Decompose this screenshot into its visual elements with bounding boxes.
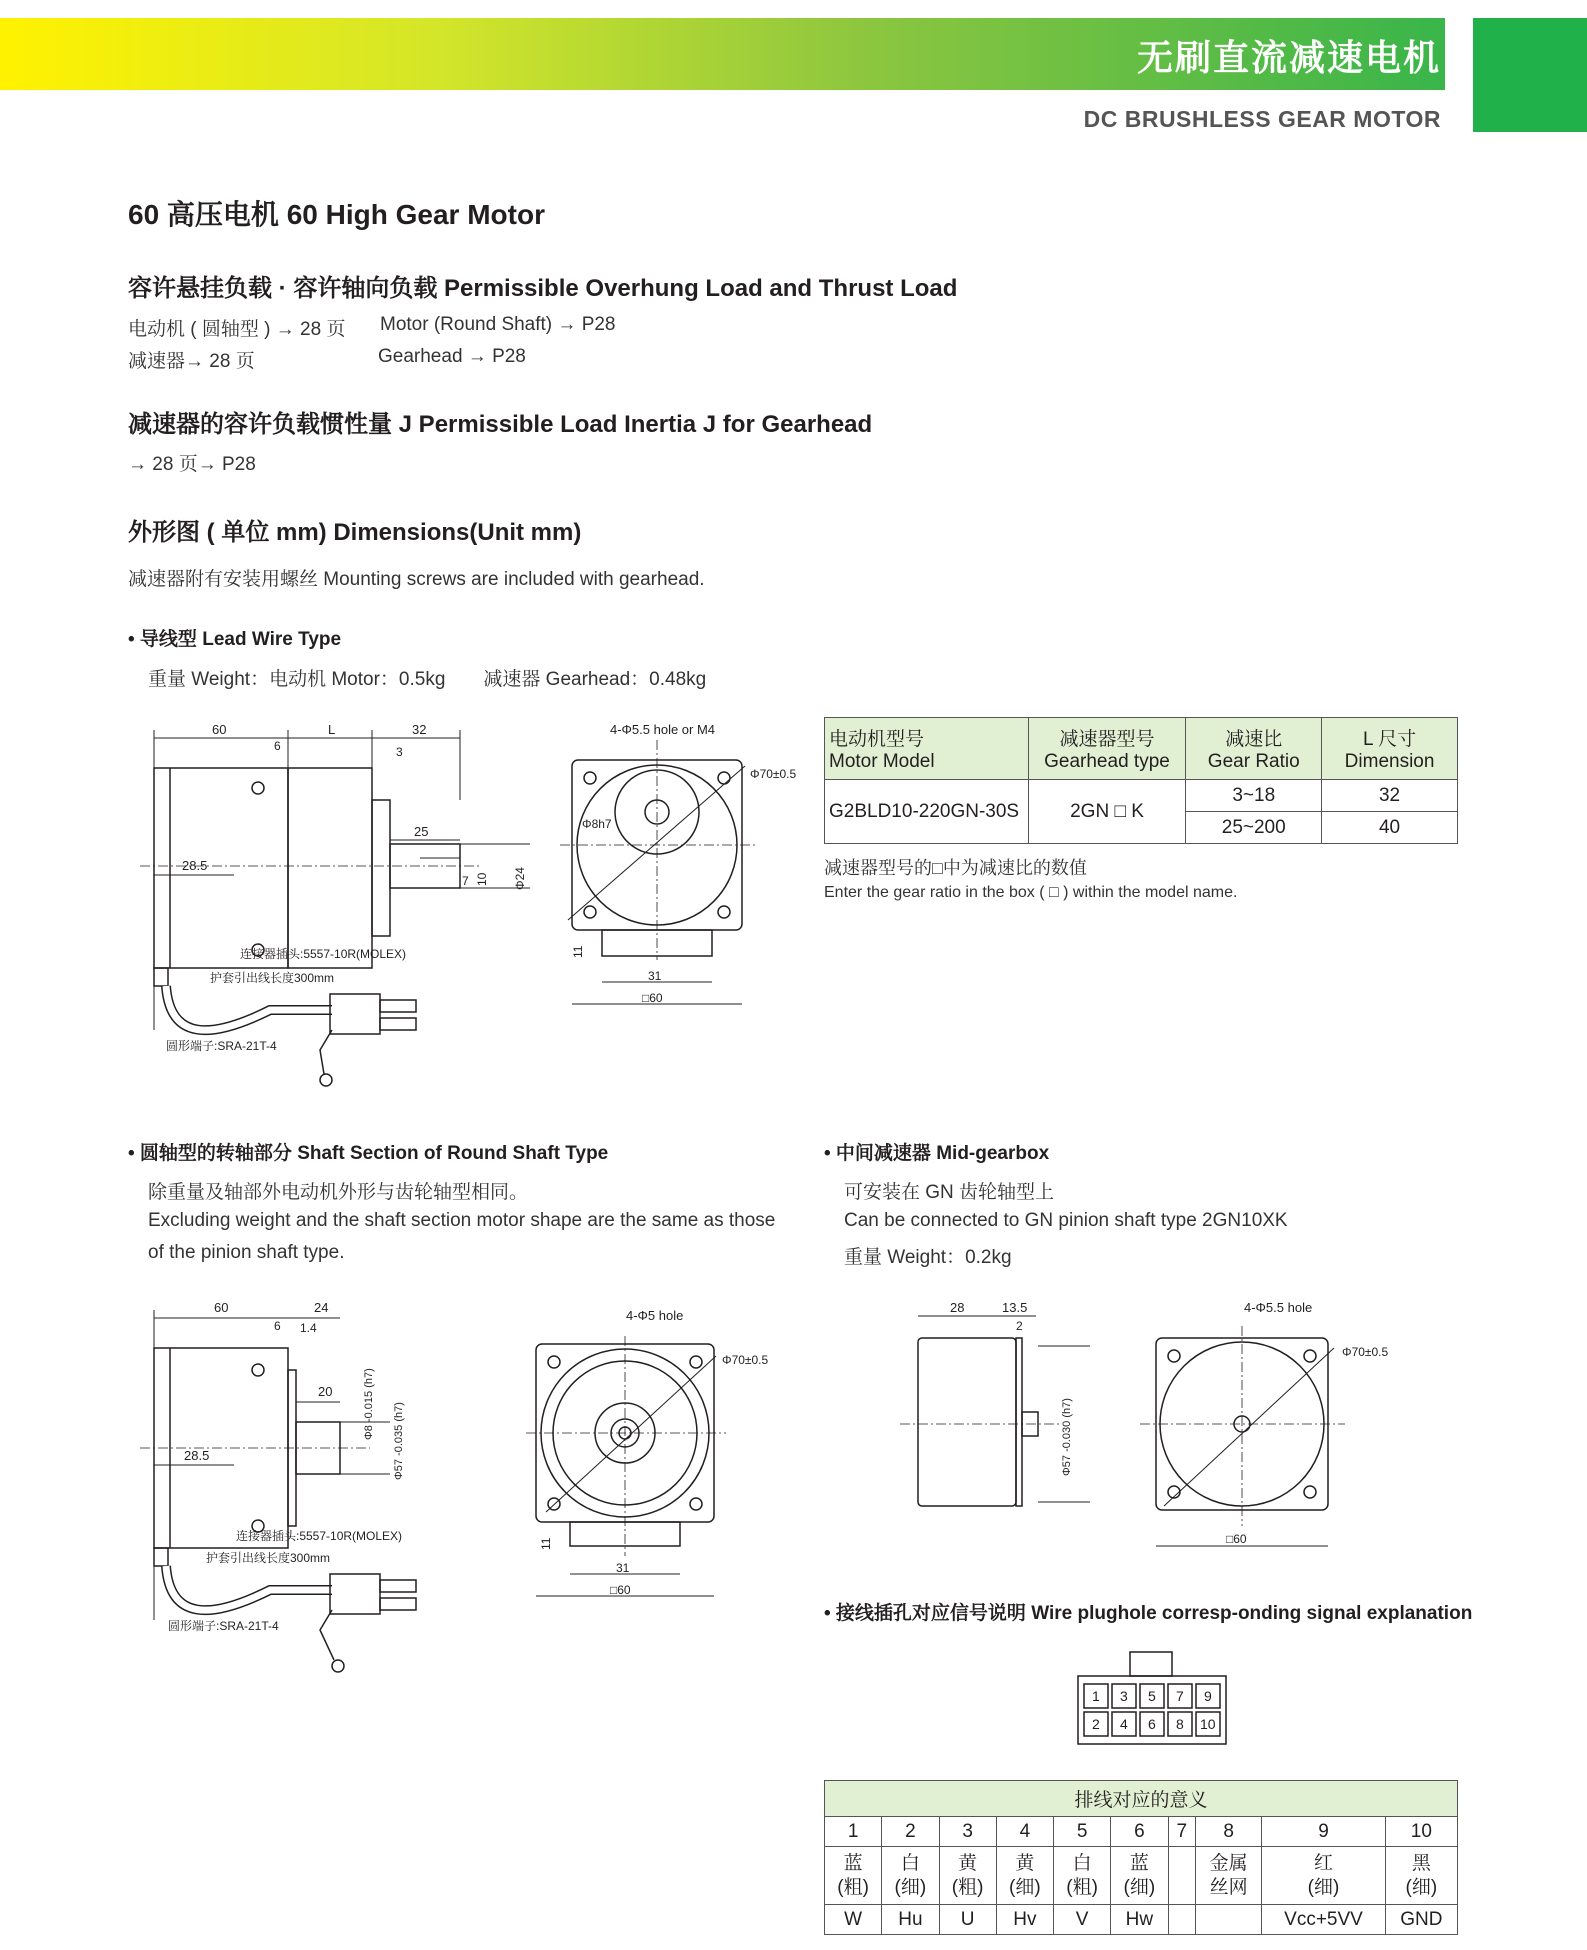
header-title-cn: 无刷直流减速电机 [1136, 37, 1441, 78]
svg-text:60: 60 [214, 1300, 229, 1315]
svg-text:护套引出线长度300mm: 护套引出线长度300mm [206, 1551, 331, 1565]
mid-gearbox-weight: 重量 Weight：0.2kg [844, 1247, 1012, 1268]
page-title: 60 高压电机 60 High Gear Motor [128, 199, 545, 230]
lead-wire-bullet: • 导线型 Lead Wire Type [128, 629, 342, 650]
svg-text:4-Φ5 hole: 4-Φ5 hole [626, 1308, 684, 1323]
wire-num-5: 5 [1054, 1817, 1111, 1847]
wire-color-5: 白 (粗) [1054, 1847, 1111, 1905]
svg-text:31: 31 [616, 1561, 630, 1575]
inertia-heading: 减速器的容许负载惯性量 J Permissible Load Inertia J for Gearhead [128, 411, 873, 438]
svg-text:Φ8h7: Φ8h7 [582, 817, 612, 831]
lead-wire-front-drawing [560, 720, 810, 1020]
wire-signal-7 [1168, 1905, 1196, 1935]
wire-signal-2: Hu [882, 1905, 939, 1935]
wire-color-8: 金属 丝网 [1196, 1847, 1262, 1905]
round-shaft-front-drawing [526, 1306, 786, 1606]
svg-text:Φ70±0.5: Φ70±0.5 [1342, 1345, 1389, 1359]
inertia-line: → 28 页→ P28 [128, 454, 256, 475]
wire-color-9: 红 (细) [1262, 1847, 1385, 1905]
svg-text:11: 11 [571, 945, 585, 958]
spec-gearhead-type: 2GN □ K [1028, 780, 1186, 844]
wire-signal-9: Vcc+5VV [1262, 1905, 1385, 1935]
svg-text:28: 28 [950, 1300, 965, 1315]
svg-text:Φ70±0.5: Φ70±0.5 [722, 1353, 769, 1367]
wire-color-6: 蓝 (细) [1111, 1847, 1168, 1905]
svg-text:3: 3 [396, 745, 403, 759]
svg-text:31: 31 [648, 969, 662, 983]
svg-text:10: 10 [475, 872, 489, 886]
load-line2-en: Gearhead → P28 [378, 346, 526, 367]
svg-text:Φ70±0.5: Φ70±0.5 [750, 767, 797, 781]
pin-6: 6 [1148, 1716, 1156, 1732]
svg-text:4-Φ5.5 hole or M4: 4-Φ5.5 hole or M4 [610, 722, 716, 737]
spec-ratio-1: 3~18 [1186, 780, 1322, 812]
wire-num-6: 6 [1111, 1817, 1168, 1847]
pin-4: 4 [1120, 1716, 1128, 1732]
svg-text:连接器插头:5557-10R(MOLEX): 连接器插头:5557-10R(MOLEX) [236, 1529, 403, 1543]
svg-text:Φ57 -0.030 (h7): Φ57 -0.030 (h7) [1061, 1398, 1073, 1476]
load-line2-cn: 减速器→ 28 页 [128, 351, 255, 372]
load-heading: 容许悬挂负载 · 容许轴向负载 Permissible Overhung Load and Thrust Load [128, 275, 958, 302]
dimensions-note: 减速器附有安装用螺丝 Mounting screws are included with gearhead. [128, 569, 705, 590]
svg-text:7: 7 [462, 874, 469, 888]
svg-text:连接器插头:5557-10R(MOLEX): 连接器插头:5557-10R(MOLEX) [240, 947, 407, 961]
round-shaft-side-drawing [140, 1290, 440, 1680]
round-shaft-text-en1: Excluding weight and the shaft section motor shape are the same as those [148, 1210, 776, 1231]
wire-color-7 [1168, 1847, 1196, 1905]
spec-ratio-2: 25~200 [1186, 812, 1322, 844]
svg-text:Φ24: Φ24 [513, 867, 527, 890]
spec-note-en: Enter the gear ratio in the box ( □ ) within the model name. [824, 884, 1238, 901]
wire-signal-6: Hw [1111, 1905, 1168, 1935]
svg-text:Φ57 -0.035 (h7): Φ57 -0.035 (h7) [393, 1402, 405, 1480]
wire-color-4: 黄 (细) [996, 1847, 1053, 1905]
svg-text:11: 11 [539, 1537, 553, 1550]
pin-2: 2 [1092, 1716, 1100, 1732]
mid-gearbox-text-en: Can be connected to GN pinion shaft type 2GN10XK [844, 1210, 1288, 1231]
wire-signal-4: Hv [996, 1905, 1053, 1935]
spec-header-motor: 电动机型号 Motor Model [825, 718, 1029, 780]
svg-text:L: L [328, 722, 336, 737]
svg-text:13.5: 13.5 [1002, 1300, 1028, 1315]
lead-wire-side-drawing [140, 710, 560, 1090]
wire-signal-5: V [1054, 1905, 1111, 1935]
spec-note-cn: 减速器型号的□中为减速比的数值 [824, 858, 1087, 878]
wire-signal-8 [1196, 1905, 1262, 1935]
wire-color-3: 黄 (粗) [939, 1847, 996, 1905]
mid-gearbox-front-drawing [1140, 1296, 1410, 1556]
svg-text:Φ8 -0.015 (h7): Φ8 -0.015 (h7) [363, 1368, 375, 1440]
svg-text:□60: □60 [642, 991, 663, 1005]
svg-text:28.5: 28.5 [182, 858, 208, 873]
header-title-en: DC BRUSHLESS GEAR MOTOR [1083, 106, 1441, 132]
spec-header-gearhead: 减速器型号 Gearhead type [1028, 718, 1186, 780]
svg-text:圆形端子:SRA-21T-4: 圆形端子:SRA-21T-4 [168, 1619, 279, 1633]
wire-num-8: 8 [1196, 1817, 1262, 1847]
wire-table-title: 排线对应的意义 [825, 1781, 1458, 1817]
svg-text:4-Φ5.5 hole: 4-Φ5.5 hole [1244, 1300, 1313, 1315]
round-shaft-bullet: • 圆轴型的转轴部分 Shaft Section of Round Shaft Type [128, 1143, 609, 1164]
svg-text:2: 2 [1016, 1319, 1023, 1333]
pin-9: 9 [1204, 1688, 1212, 1704]
wire-signal-3: U [939, 1905, 996, 1935]
svg-text:28.5: 28.5 [184, 1448, 210, 1463]
wire-num-9: 9 [1262, 1817, 1385, 1847]
svg-text:1.4: 1.4 [300, 1321, 317, 1335]
pin-3: 3 [1120, 1688, 1128, 1704]
svg-text:20: 20 [318, 1384, 333, 1399]
spec-dim-2: 40 [1322, 812, 1458, 844]
wire-num-1: 1 [825, 1817, 882, 1847]
round-shaft-text-en2: of the pinion shaft type. [148, 1242, 345, 1263]
svg-text:6: 6 [274, 739, 281, 753]
svg-text:60: 60 [212, 722, 227, 737]
svg-text:圆形端子:SRA-21T-4: 圆形端子:SRA-21T-4 [166, 1039, 277, 1053]
svg-text:32: 32 [412, 722, 427, 737]
wire-signal-table [824, 1780, 1458, 1935]
spec-table [824, 717, 1458, 844]
pin-1: 1 [1092, 1688, 1100, 1704]
mid-gearbox-side-drawing [900, 1296, 1100, 1526]
connector-pinout [1074, 1650, 1230, 1750]
spec-motor-model: G2BLD10-220GN-30S [825, 780, 1029, 844]
svg-text:□60: □60 [1226, 1532, 1247, 1546]
dimensions-heading: 外形图 ( 单位 mm) Dimensions(Unit mm) [128, 519, 582, 546]
spec-dim-1: 32 [1322, 780, 1458, 812]
wire-num-4: 4 [996, 1817, 1053, 1847]
load-line1-en: Motor (Round Shaft) → P28 [380, 314, 616, 335]
round-shaft-text-cn: 除重量及轴部外电动机外形与齿轮轴型相同。 [148, 1182, 529, 1203]
svg-text:护套引出线长度300mm: 护套引出线长度300mm [210, 971, 335, 985]
svg-text:25: 25 [414, 824, 429, 839]
wire-num-2: 2 [882, 1817, 939, 1847]
mid-gearbox-bullet: • 中间减速器 Mid-gearbox [824, 1143, 1050, 1164]
wire-num-10: 10 [1385, 1817, 1457, 1847]
pin-7: 7 [1176, 1688, 1184, 1704]
wire-color-2: 白 (细) [882, 1847, 939, 1905]
wire-signal-1: W [825, 1905, 882, 1935]
spec-header-ratio: 减速比 Gear Ratio [1186, 718, 1322, 780]
spec-header-dimension: L 尺寸 Dimension [1322, 718, 1458, 780]
wire-color-1: 蓝 (粗) [825, 1847, 882, 1905]
wire-num-7: 7 [1168, 1817, 1196, 1847]
load-line1-cn: 电动机 ( 圆轴型 ) → 28 页 [128, 319, 346, 340]
mid-gearbox-text-cn: 可安装在 GN 齿轮轴型上 [844, 1182, 1055, 1203]
wire-color-10: 黑 (细) [1385, 1847, 1457, 1905]
pin-10: 10 [1200, 1716, 1216, 1732]
svg-text:24: 24 [314, 1300, 329, 1315]
lead-wire-weight: 重量 Weight：电动机 Motor：0.5kg 减速器 Gearhead：0.48kg [148, 669, 707, 690]
svg-text:6: 6 [274, 1319, 281, 1333]
svg-text:□60: □60 [610, 1583, 631, 1597]
header-green-block [1473, 18, 1587, 132]
wire-signal-bullet: • 接线插孔对应信号说明 Wire plughole corresp-onding signal explanation [824, 1603, 1473, 1624]
pin-8: 8 [1176, 1716, 1184, 1732]
pin-5: 5 [1148, 1688, 1156, 1704]
wire-signal-10: GND [1385, 1905, 1457, 1935]
wire-num-3: 3 [939, 1817, 996, 1847]
